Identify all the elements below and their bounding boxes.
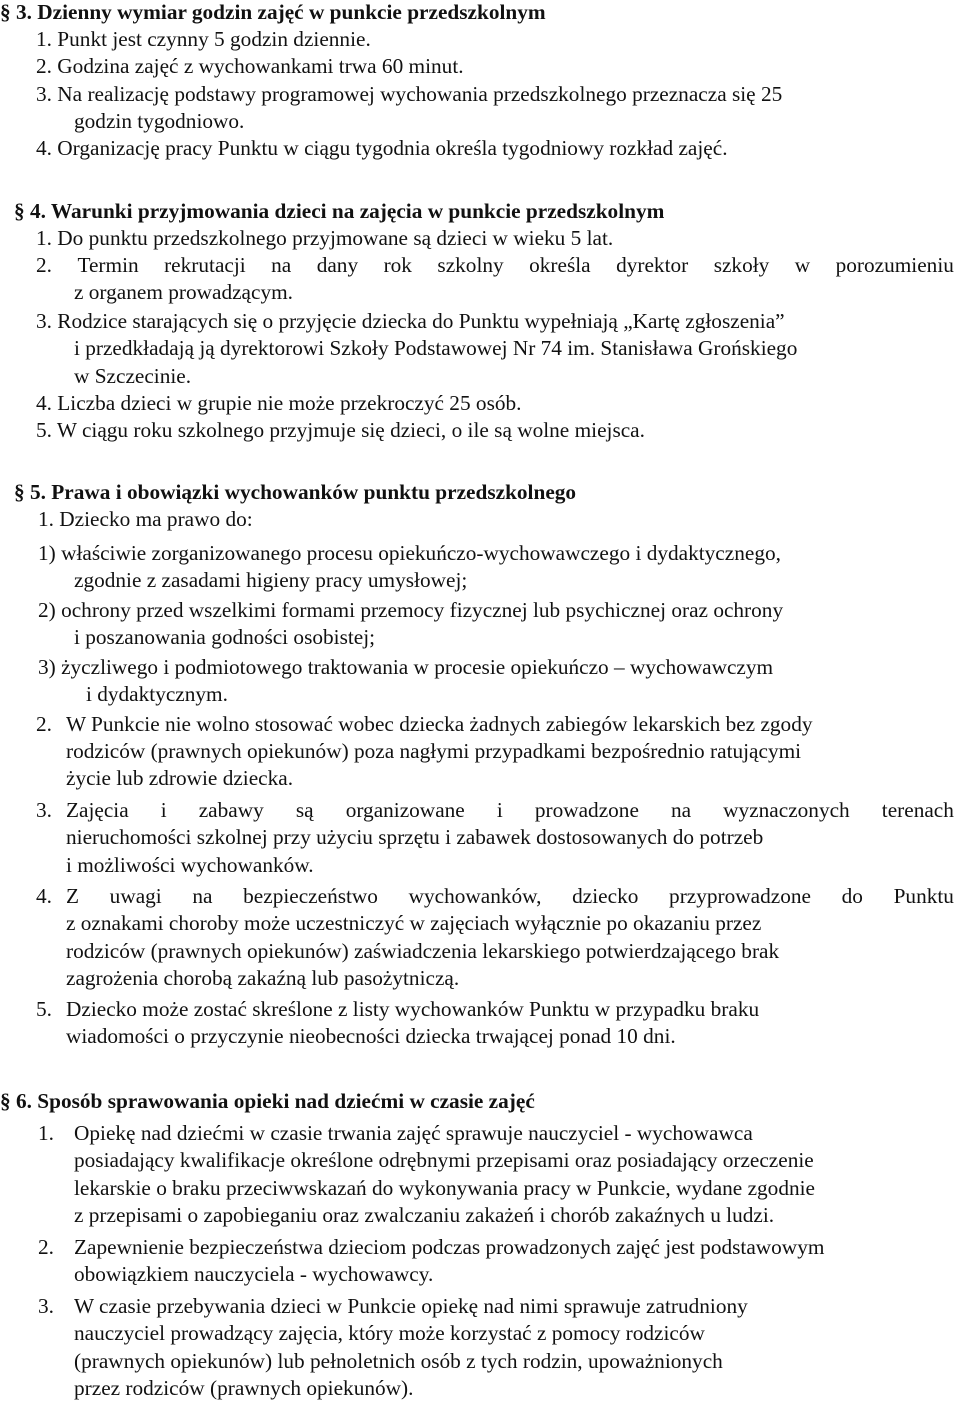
section-6-item-2-cont: obowiązkiem nauczyciela - wychowawcy. [74,1262,434,1286]
section-5-item-1: 1. Dziecko ma prawo do: [38,507,253,531]
section-5-item-4: Z uwagi na bezpieczeństwo wychowanków, dziecko przyprowadzone do Punktu [66,884,954,908]
section-4-item-3-cont: i przedkładają ją dyrektorowi Szkoły Podstawowej Nr 74 im. Stanisława Grońskiego [74,336,798,360]
section-5-sub-3: 3) życzliwego i podmiotowego traktowania w procesie opiekuńczo – wychowawczym [38,655,774,679]
section-5-item-4-cont-3: zagrożenia chorobą zakaźną lub pasożytniczą. [66,966,460,990]
section-5-item-4-cont: z oznakami choroby może uczestniczyć w zajęciach wyłącznie po okazaniu przez [66,911,762,935]
section-6-item-2: Zapewnienie bezpieczeństwa dzieciom podczas prowadzonych zajęć jest podstawowym [74,1235,825,1259]
section-5-sub-2-cont: i poszanowania godności osobistej; [74,625,376,649]
section-5-item-2-number: 2. [36,712,52,736]
section-5-item-5: Dziecko może zostać skreślone z listy wychowanków Punktu w przypadku braku [66,997,760,1021]
section-4-item-2: 2. Termin rekrutacji na dany rok szkolny określa dyrektor szkoły w porozumieniu [36,253,954,277]
section-6-item-2-number: 2. [38,1235,54,1259]
section-5-item-3-cont: nieruchomości szkolnej przy użyciu sprzętu i zabawek dostosowanych do potrzeb [66,825,764,849]
section-3-item-3: 3. Na realizację podstawy programowej wychowania przedszkolnego przeznacza się 25 [36,82,783,106]
section-5-item-3-cont-2: i możliwości wychowanków. [66,853,314,877]
section-6-item-3-cont-2: (prawnych opiekunów) lub pełnoletnich osób z tych rodzin, upoważnionych [74,1349,723,1373]
section-5-item-3: Zajęcia i zabawy są organizowane i prowadzone na wyznaczonych terenach [66,798,954,822]
section-6-item-1: Opiekę nad dziećmi w czasie trwania zajęć sprawuje nauczyciel - wychowawca [74,1121,753,1145]
section-6-heading: § 6. Sposób sprawowania opieki nad dziećmi w czasie zajęć [0,1089,535,1113]
section-3-item-2: 2. Godzina zajęć z wychowankami trwa 60 minut. [36,54,464,78]
section-5-sub-2: 2) ochrony przed wszelkimi formami przemocy fizycznej lub psychicznej oraz ochrony [38,598,784,622]
section-3-item-3-cont: godzin tygodniowo. [74,109,245,133]
section-3-item-1: 1. Punkt jest czynny 5 godzin dziennie. [36,27,371,51]
section-3-item-4: 4. Organizację pracy Punktu w ciągu tygodnia określa tygodniowy rozkład zajęć. [36,136,728,160]
section-5-sub-1-cont: zgodnie z zasadami higieny pracy umysłowej; [74,568,468,592]
section-4-item-3: 3. Rodzice starających się o przyjęcie dziecka do Punktu wypełniają „Kartę zgłoszenia” [36,309,785,333]
section-6-item-3-cont-3: przez rodziców (prawnych opiekunów). [74,1376,414,1400]
section-6-item-1-cont-3: z przepisami o zapobieganiu oraz zwalczaniu zakażeń i chorób zakaźnych u ludzi. [74,1203,775,1227]
section-4-item-3-cont-2: w Szczecinie. [74,364,192,388]
section-5-heading: § 5. Prawa i obowiązki wychowanków punktu przedszkolnego [14,480,577,504]
section-5-item-4-number: 4. [36,884,52,908]
section-5-item-5-number: 5. [36,997,52,1021]
section-5-item-2: W Punkcie nie wolno stosować wobec dziecka żadnych zabiegów lekarskich bez zgody [66,712,813,736]
section-5-item-3-number: 3. [36,798,52,822]
section-4-item-4: 4. Liczba dzieci w grupie nie może przekroczyć 25 osób. [36,391,522,415]
section-5-sub-1: 1) właściwie zorganizowanego procesu opiekuńczo-wychowawczego i dydaktycznego, [38,541,781,565]
section-5-item-5-cont: wiadomości o przyczynie nieobecności dziecka trwającej ponad 10 dni. [66,1024,676,1048]
section-6-item-1-number: 1. [38,1121,54,1145]
section-5-item-4-cont-2: rodziców (prawnych opiekunów) zaświadczenia lekarskiego potwierdzającego brak [66,939,780,963]
section-4-item-1: 1. Do punktu przedszkolnego przyjmowane są dzieci w wieku 5 lat. [36,226,614,250]
section-3-heading: § 3. Dzienny wymiar godzin zajęć w punkcie przedszkolnym [0,0,546,24]
section-6-item-1-cont-2: lekarskie o braku przeciwwskazań do wykonywania pracy w Punkcie, wydane zgodnie [74,1176,815,1200]
section-4-heading: § 4. Warunki przyjmowania dzieci na zajęcia w punkcie przedszkolnym [14,199,665,223]
section-5-item-2-cont-2: życie lub zdrowie dziecka. [66,766,294,790]
section-5-item-2-cont: rodziców (prawnych opiekunów) poza nagłymi przypadkami bezpośrednio ratującymi [66,739,802,763]
section-6-item-3-number: 3. [38,1294,54,1318]
section-4-item-5: 5. W ciągu roku szkolnego przyjmuje się dzieci, o ile są wolne miejsca. [36,418,645,442]
section-6-item-3: W czasie przebywania dzieci w Punkcie opiekę nad nimi sprawuje zatrudniony [74,1294,748,1318]
section-5-sub-3-cont: i dydaktycznym. [86,682,228,706]
section-4-item-2-cont: z organem prowadzącym. [74,280,293,304]
section-6-item-1-cont: posiadający kwalifikacje określone odrębnymi przepisami oraz posiadający orzeczenie [74,1148,814,1172]
section-6-item-3-cont: nauczyciel prowadzący zajęcia, który może korzystać z pomocy rodziców [74,1321,705,1345]
